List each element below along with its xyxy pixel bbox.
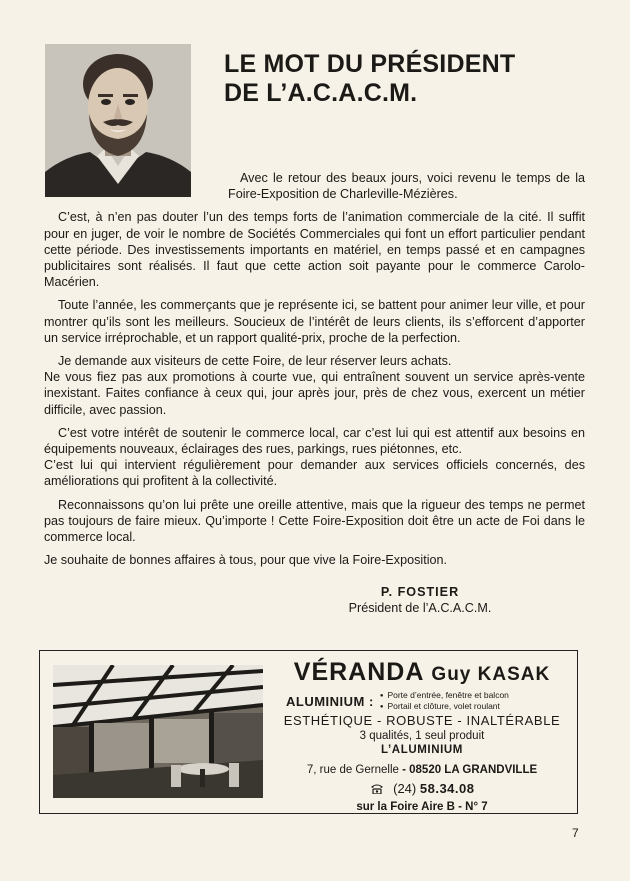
paragraph-4 [44, 353, 585, 418]
veranda-photo [53, 665, 263, 798]
title-line-1: LE MOT DU PRÉSIDENT [224, 50, 516, 78]
paragraph-2: C’est, à n’en pas douter l’un des temps forts de l’animation commerciale de la cité. Il suffit pour en juger, de voir le nombre de Sociétés Commerciales qui font un effort particulier pendant cette période. Des investissements importants en matériel, en temps passé et en campagnes publicitaires sont réalisés. Il faut que cette action soit payante pour le commerce Carolo-Macérien. [44, 210, 585, 290]
phone-prefix: (24) [393, 781, 417, 796]
aluminium-products [286, 690, 568, 712]
paragraph-5-line-b: C’est lui qui intervient régulièrement pour demander aux services officiels concernés, des améliorations qui profitent à la collectivité. [44, 458, 585, 489]
paragraph-6: Reconnaissons qu’on lui prête une oreille attentive, mais que la rigueur des temps ne permet pas toujours de faire mieux. Qu’importe ! Cette Foire-Exposition doit être un acte de Foi dans le commerce local. [44, 497, 585, 545]
telephone-icon [370, 781, 384, 792]
page-number: 7 [572, 826, 579, 840]
brand-name [276, 657, 568, 690]
paragraph-intro-text: Avec le retour des beaux jours, voici revenu le temps de la Foire-Exposition de Charleville-Mézières. [228, 171, 585, 202]
aluminium-list [380, 690, 509, 712]
paragraph-5-line-a: C’est votre intérêt de soutenir le commerce local, car c’est lui qui est attentif aux besoins en équipements nouveaux, éclairages des rues, parkings, rues piétonnes, etc. [44, 425, 585, 457]
paragraph-5 [44, 425, 585, 490]
ad-address [276, 760, 568, 780]
president-letter [44, 170, 585, 575]
aluminium-label: ALUMINIUM : [286, 693, 374, 709]
brand-owner: Guy KASAK [431, 664, 551, 685]
brand-veranda: VÉRANDA [293, 658, 424, 686]
page-title [224, 50, 604, 108]
paragraph-4-line-a: Je demande aux visiteurs de cette Foire, de leur réserver leurs achats. [58, 354, 452, 369]
paragraph-3: Toute l’année, les commerçants que je représente ici, se battent pour animer leur ville, et pour montrer qu’ils sont les meilleurs. Soucieux de l’intérêt de leurs clients, ils s’efforcent d’apporter un service irréprochable, et un rapport qualité-prix, proche de la perfection. [44, 298, 585, 345]
ad-product: L’ALUMINIUM [381, 744, 463, 756]
ad-qualities: 3 qualités, 1 seul produit [359, 730, 485, 742]
address-city: - 08520 LA GRANDVILLE [402, 764, 538, 776]
address-street: 7, rue de Gernelle [306, 764, 399, 776]
phone-number: 58.34.08 [419, 781, 475, 796]
paragraph-4-line-b: Ne vous fiez pas aux promotions à courte vue, qui entraînent souvent un service après-vente inexistant. Faites confiance à ceux qui, jour après jour, près de chez vous, exercent un métier difficile, avec passion. [44, 370, 585, 417]
signature-name: P. FOSTIER [380, 585, 460, 599]
signature-block [330, 584, 510, 616]
ad-stand: sur la Foire Aire B - N° 7 [356, 801, 488, 813]
advertisement-text [276, 657, 568, 816]
paragraph-7: Je souhaite de bonnes affaires à tous, pour que vive la Foire-Exposition. [44, 553, 448, 568]
ad-phone [276, 780, 568, 798]
ad-tagline: ESTHÉTIQUE - ROBUSTE - INALTÉRABLE [283, 713, 561, 728]
list-item: ● Portail et clôture, volet roulant [380, 701, 509, 712]
signature-role: Président de l’A.C.A.C.M. [348, 601, 492, 615]
list-item: ● Porte d’entrée, fenêtre et balcon [380, 690, 509, 701]
paragraph-intro [228, 170, 585, 202]
veranda-advertisement [39, 650, 578, 814]
title-line-2: DE L’A.C.A.C.M. [224, 79, 418, 107]
